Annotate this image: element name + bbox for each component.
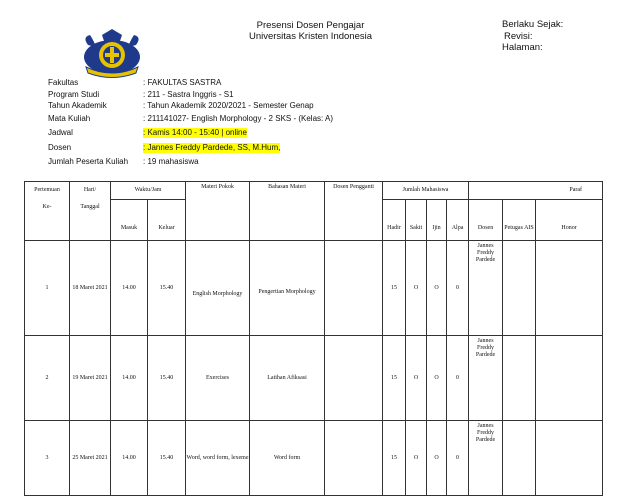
header-pertemuan: Pertemuan (25, 182, 70, 200)
cell-alpa: 0 (447, 241, 469, 336)
uki-seal-icon (80, 27, 144, 79)
cell-honor (536, 241, 603, 336)
cell-bahasan: Word form (250, 421, 325, 496)
cell-ijin: O (427, 241, 447, 336)
info-value: : 211 - Sastra Inggris - S1 (143, 90, 234, 99)
header-honor: Honor (536, 216, 603, 241)
cell-petugas (503, 336, 536, 421)
header-dosen: Dosen (469, 216, 503, 241)
cell-dosen: Jannes Freddy Pardede (469, 421, 503, 496)
info-label: Tahun Akademik (48, 101, 107, 110)
info-value: : 19 mahasiswa (143, 157, 199, 166)
info-value: : 211141027- English Morphology - 2 SKS - (Kelas: A) (143, 114, 334, 123)
cell-pengganti (325, 421, 383, 496)
header-masuk: Masuk (111, 216, 148, 241)
cell-honor (536, 421, 603, 496)
cell-honor (536, 336, 603, 421)
header-dosen-pengganti: Dosen Pengganti (325, 182, 383, 241)
berlaku-sejak-label: Berlaku Sejak: (502, 19, 564, 30)
header-jumlah-mahasiswa: Jumlah Mahasiswa (383, 182, 469, 200)
cell-tanggal: 19 Maret 2021 (70, 336, 111, 421)
cell-pengganti (325, 241, 383, 336)
table-row (25, 336, 603, 421)
table-row (25, 421, 603, 496)
header-alpa: Alpa (447, 216, 469, 241)
cell-keluar: 15.40 (148, 421, 186, 496)
cell-dosen: Jannes Freddy Pardede (469, 241, 503, 336)
header-petugas-ais: Petugas AIS (503, 216, 536, 241)
header-hadir: Hadir (383, 216, 406, 241)
halaman-label: Halaman: (502, 42, 543, 53)
cell-ijin: O (427, 421, 447, 496)
info-label: Dosen (48, 143, 72, 152)
cell-ke: 2 (25, 336, 70, 421)
cell-hadir: 15 (383, 241, 406, 336)
cell-keluar: 15.40 (148, 241, 186, 336)
cell-petugas (503, 241, 536, 336)
cell-hadir: 15 (383, 421, 406, 496)
cell-alpa: 0 (447, 421, 469, 496)
cell-masuk: 14.00 (111, 241, 148, 336)
cell-materi: Exercises (186, 336, 250, 421)
cell-hadir: 15 (383, 336, 406, 421)
info-value: : Jannes Freddy Pardede, SS, M.Hum, (143, 143, 281, 152)
cell-ke: 3 (25, 421, 70, 496)
revisi-label: Revisi: (504, 31, 533, 42)
info-value: : FAKULTAS SASTRA (143, 78, 222, 87)
header-ke: Ke- (25, 200, 70, 217)
info-label: Mata Kuliah (48, 114, 91, 123)
header-materi-pokok: Materi Pokok (186, 182, 250, 241)
cell-masuk: 14.00 (111, 336, 148, 421)
cell-ijin: O (427, 336, 447, 421)
header-sakit: Sakit (406, 216, 427, 241)
cell-ke: 1 (25, 241, 70, 336)
info-label: Jadwal (48, 128, 73, 137)
cell-dosen: Jannes Freddy Pardede (469, 336, 503, 421)
cell-sakit: O (406, 421, 427, 496)
header-ijin: Ijin (427, 216, 447, 241)
cell-masuk: 14.00 (111, 421, 148, 496)
info-label: Jumlah Peserta Kuliah (48, 157, 129, 166)
header-tanggal: Tanggal (70, 200, 111, 217)
cell-alpa: 0 (447, 336, 469, 421)
info-value: : Kamis 14:00 - 15:40 | online (143, 128, 247, 137)
document-title: Presensi Dosen Pengajar (256, 20, 365, 31)
university-name: Universitas Kristen Indonesia (248, 31, 373, 42)
table-row (25, 241, 603, 336)
cell-sakit: O (406, 336, 427, 421)
info-value: : Tahun Akademik 2020/2021 - Semester Genap (143, 101, 314, 110)
cell-materi: Word, word form, lexeme (186, 421, 250, 496)
cell-pengganti (325, 336, 383, 421)
header-keluar: Keluar (148, 216, 186, 241)
cell-petugas (503, 421, 536, 496)
header-paraf: Paraf (469, 182, 603, 200)
info-label: Program Studi (48, 90, 100, 99)
header-waktu: Waktu/Jam (111, 182, 186, 200)
cell-tanggal: 25 Maret 2021 (70, 421, 111, 496)
header-bahasan-materi: Bahasan Materi (250, 182, 325, 241)
cell-tanggal: 18 Maret 2021 (70, 241, 111, 336)
info-label: Fakultas (48, 78, 79, 87)
attendance-table (24, 181, 603, 496)
cell-keluar: 15.40 (148, 336, 186, 421)
cell-sakit: O (406, 241, 427, 336)
cell-bahasan: Latihan Afiksasi (250, 336, 325, 421)
cell-materi: English Morphology (186, 241, 250, 336)
header-hari: Hari/ (70, 182, 111, 200)
cell-bahasan: Pengertian Morphology (250, 241, 325, 336)
